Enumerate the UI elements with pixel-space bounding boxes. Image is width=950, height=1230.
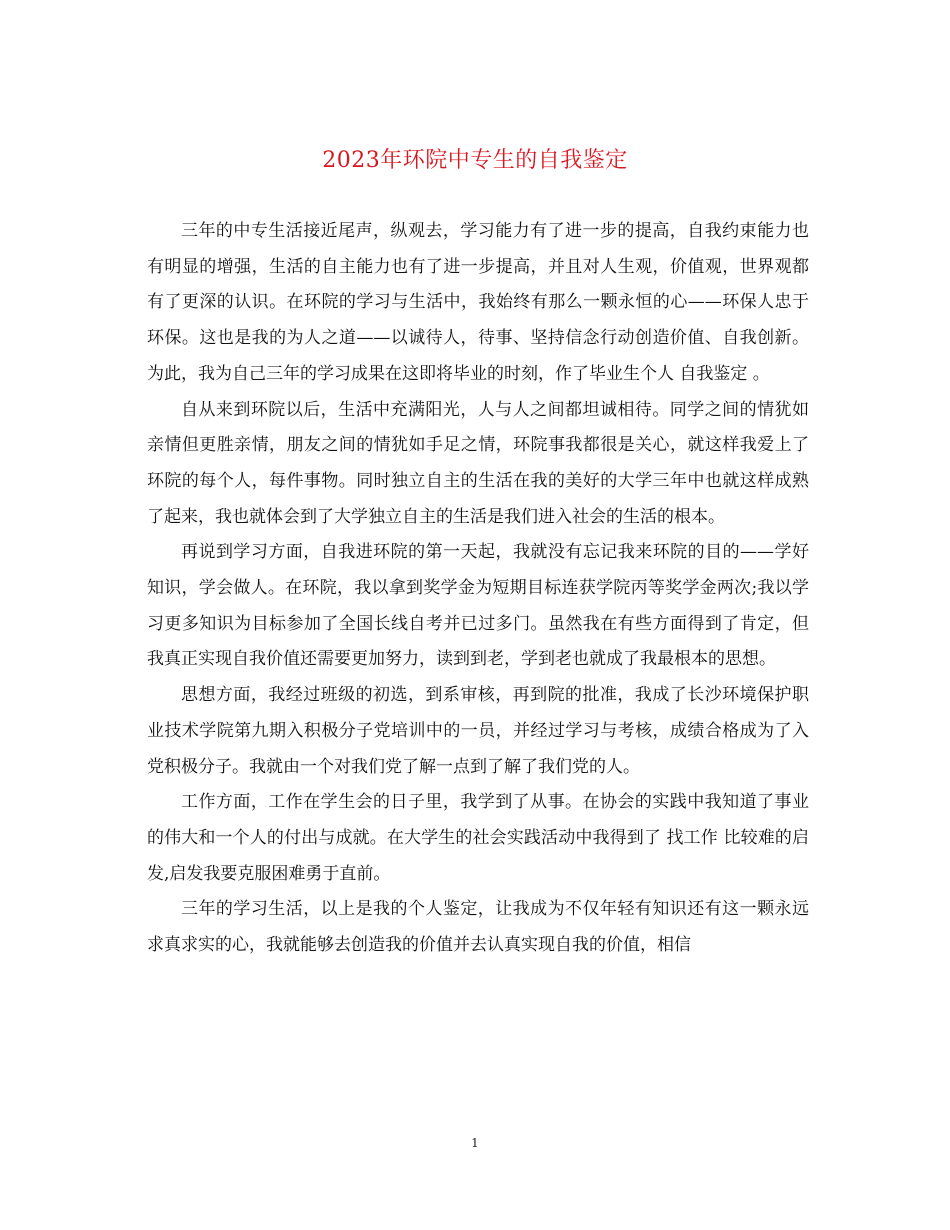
paragraph-4: 思想方面，我经过班级的初选，到系审核，再到院的批准，我成了长沙环境保护职业技术学院第九期入积极分子党培训中的一员，并经过学习与考核，成绩合格成为了入党积极分子。我就由一个对我们党了解一点到了解了我们党的人。 [147,685,809,777]
paragraph-1: 三年的中专生活接近尾声，纵观去，学习能力有了进一步的提高，自我约束能力也有明显的增强，生活的自主能力也有了进一步提高，并且对人生观，价值观，世界观都有了更深的认识。在环院的学习与生活中，我始终有那么一颗永恒的心——环保人忠于环保。这也是我的为人之道——以诚待人，待事、坚持信念行动创造价值、自我创新。 为此，我为自己三年的学习成果在这即将毕业的时刻，作了毕业生个人 自我鉴定 。 [147,221,809,384]
paragraph-2: 自从来到环院以后，生活中充满阳光，人与人之间都坦诚相待。同学之间的情犹如亲情但更胜亲情，朋友之间的情犹如手足之情，环院事我都很是关心，就这样我爱上了环院的每个人，每件事物。同时独立自主的生活在我的美好的大学三年中也就这样成熟了起来，我也就体会到了大学独立自主的生活是我们进入社会的生活的根本。 [147,399,809,527]
paragraph-6: 三年的学习生活，以上是我的个人鉴定，让我成为不仅年轻有知识还有这一颗永远求真求实的心，我就能够去创造我的价值并去认真实现自我的价值，相信 [147,899,809,956]
paragraph-5: 工作方面，工作在学生会的日子里，我学到了从事。在协会的实践中我知道了事业的伟大和一个人的付出与成就。在大学生的社会实践活动中我得到了 找工作 比较难的启发,启发我要克服困难勇于直前。 [147,792,809,884]
paragraph-3: 再说到学习方面，自我进环院的第一天起，我就没有忘记我来环院的目的——学好知识，学会做人。在环院，我以拿到奖学金为短期目标连获学院丙等奖学金两次;我以学习更多知识为目标参加了全国长线自考并已过多门。虽然我在有些方面得到了肯定，但我真正实现自我价值还需要更加努力，读到到老，学到老也就成了我最根本的思想。 [147,542,809,670]
document-title: 2023年环院中专生的自我鉴定 [322,148,628,173]
document-body [147,214,809,964]
page-number: 1 [471,1136,479,1150]
